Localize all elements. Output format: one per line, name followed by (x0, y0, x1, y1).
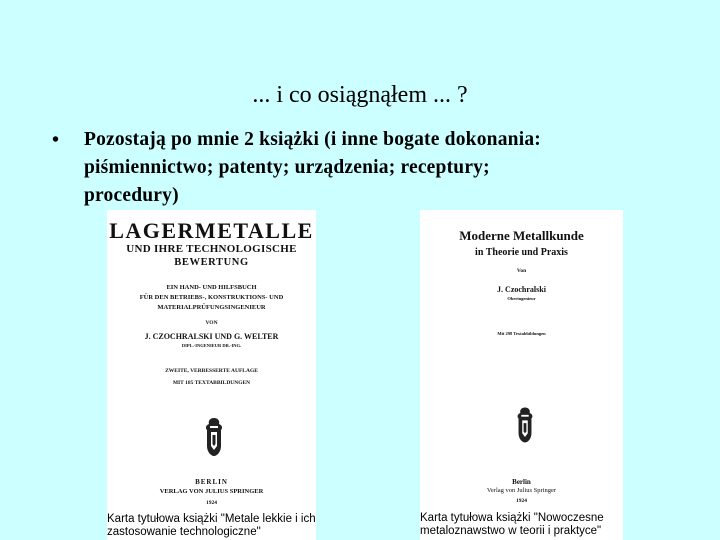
book-description-2: FÜR DEN BETRIEBS-, KONSTRUKTIONS- UND (139, 294, 284, 301)
caption-right-line-1: Karta tytułowa książki "Nowoczesne (420, 512, 604, 524)
book-year: 1924 (206, 500, 217, 506)
book-von: VON (205, 320, 218, 326)
book-author: J. Czochralski (497, 285, 546, 294)
book-subtitle-1: UND IHRE TECHNOLOGISCHE (126, 243, 297, 255)
caption-left-line-2: zastosowanie technologiczne" (107, 526, 261, 538)
book-city: Berlin (512, 478, 531, 486)
book-title-page-right (420, 210, 623, 540)
publisher-emblem-icon (201, 416, 227, 458)
caption-left (107, 513, 316, 539)
bullet-line-3: procedury) (84, 185, 179, 206)
book-title: Moderne Metallkunde (459, 228, 584, 243)
book-description-3: MATERIALPRÜFUNGSINGENIEUR (157, 304, 266, 311)
bullet-line-1: Pozostają po mnie 2 książki (i inne bogate dokonania: (84, 129, 541, 150)
caption-left-line-1: Karta tytułowa książki "Metale lekkie i ich (107, 513, 316, 525)
book-publisher: Verlag von Julius Springer (486, 487, 557, 494)
book-city: BERLIN (195, 478, 228, 486)
book-von: Von (516, 268, 527, 274)
book-subtitle: in Theorie und Praxis (475, 247, 568, 258)
book-edition: ZWEITE, VERBESSERTE AUFLAGE (165, 368, 258, 374)
book-author-title: Oberingenieur (507, 296, 536, 301)
book-author-titles: DIPL.-INGENIEUR DR.-ING. (181, 343, 242, 348)
book-title: LAGERMETALLE (109, 218, 314, 243)
book-figures: MIT 185 TEXTABBILDUNGEN (172, 380, 251, 386)
bullet-icon: • (52, 129, 60, 151)
book-subtitle-2: BEWERTUNG (174, 257, 249, 268)
book-figures: Mit 298 Textabbildungen (497, 331, 546, 336)
book-description-1: EIN HAND- UND HILFSBUCH (166, 284, 257, 291)
publisher-emblem-icon (513, 405, 537, 445)
bullet-line-2: piśmiennictwo; patenty; urządzenia; receptury; (84, 157, 490, 178)
caption-right-line-2: metaloznawstwo w teorii i praktyce" (420, 525, 602, 537)
bullet-item (52, 126, 700, 210)
book-authors: J. CZOCHRALSKI UND G. WELTER (144, 332, 279, 341)
book-year: 1924 (516, 498, 527, 504)
book-publisher: VERLAG VON JULIUS SPRINGER (159, 488, 264, 495)
caption-right (420, 512, 630, 538)
slide-title: ... i co osiągnąłem ... ? (252, 82, 468, 108)
book-title-page-left (107, 210, 316, 540)
